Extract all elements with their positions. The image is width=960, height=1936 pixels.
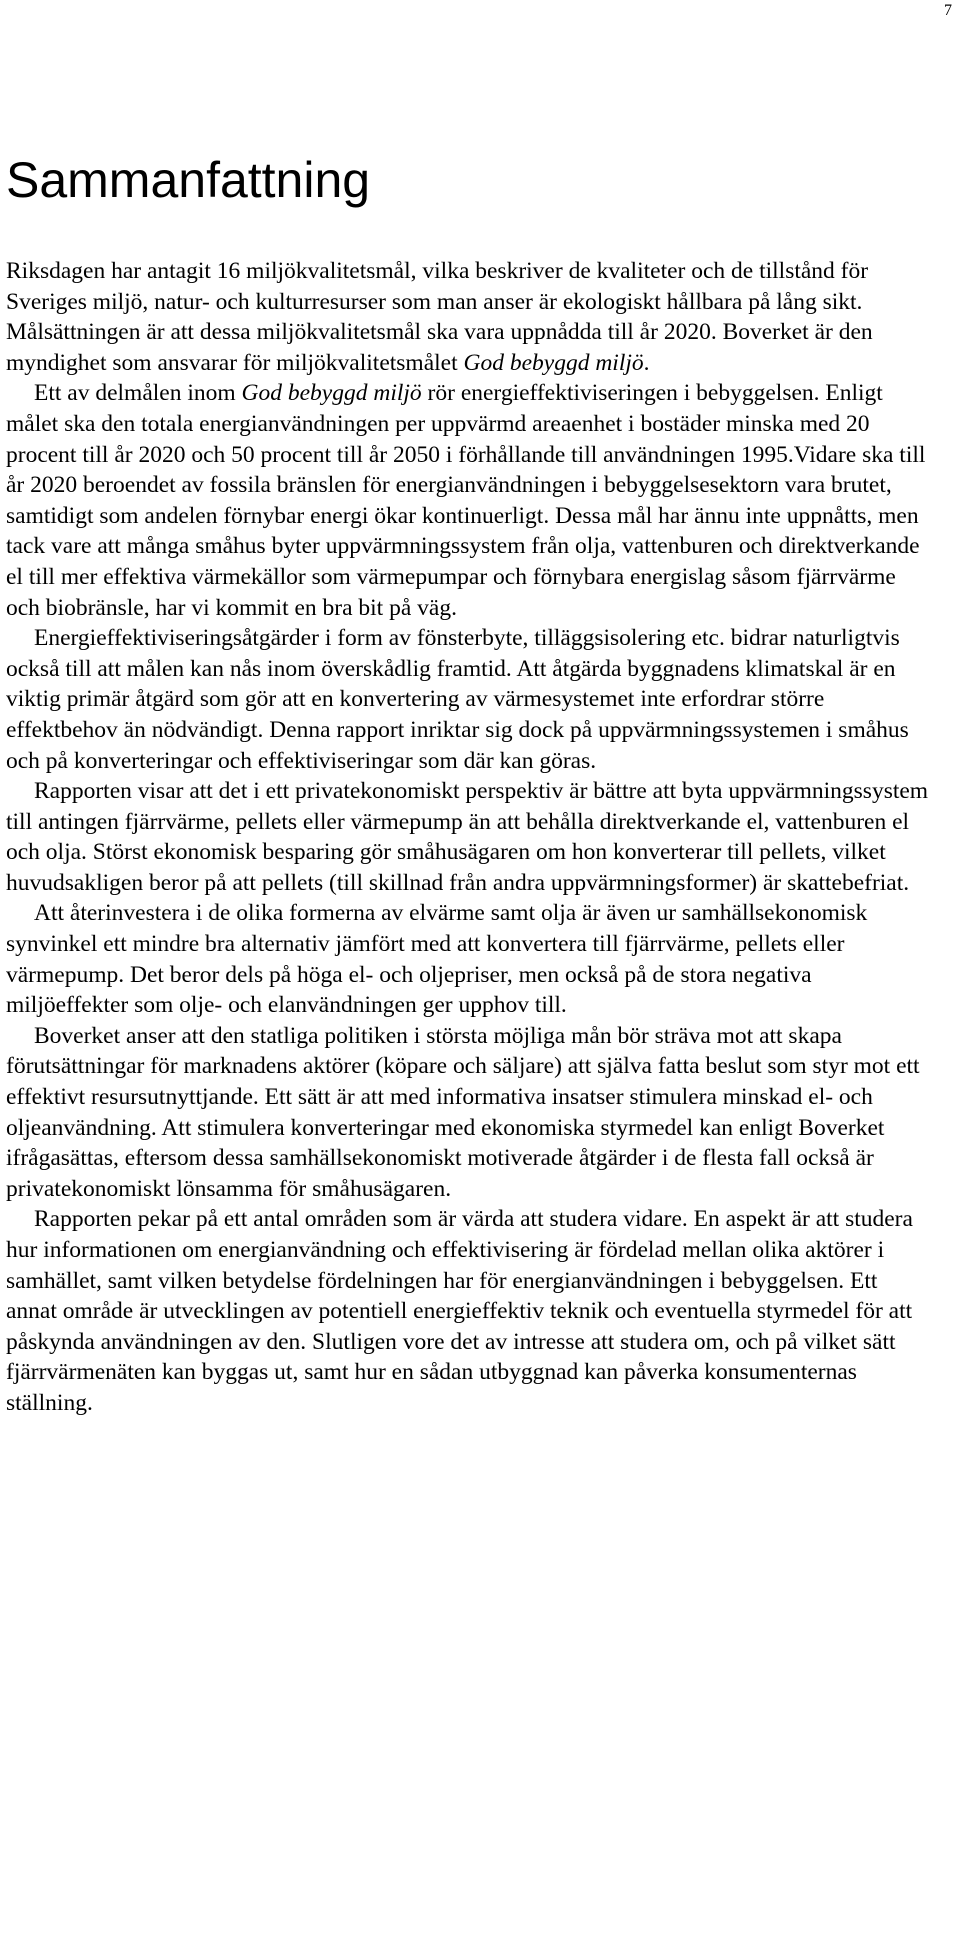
paragraph-5: Att återinvestera i de olika formerna av elvärme samt olja är även ur samhällsekonomisk synvinkel ett mindre bra alternativ jämfört med att konvertera till fjärrvärme, pellets eller värmepump. Det beror dels på höga el- och oljepriser, men också på de stora negativa miljöeffekter som olje- och elanvändningen ger upphov till. — [6, 900, 868, 1019]
paragraph-1-italic-term: God bebyggd miljö — [463, 349, 644, 376]
paragraph-3: Energieffektiviseringsåtgärder i form av fönsterbyte, tilläggsisolering etc. bidrar naturligtvis också till att målen kan nås inom överskådlig framtid. Att åtgärda byggnadens klimatskal är en viktig primär åtgärd som gör att en konvertering av värmesystemet inte erfordrar större effektbehov än nödvändigt. Denna rapport inriktar sig dock på uppvärmningssystemen i småhus och på konverteringar och effektiviseringar som där kan göras. — [6, 625, 909, 774]
paragraph-2-italic-term: God bebyggd miljö — [241, 380, 422, 407]
paragraph-1-end: . — [643, 349, 650, 376]
paragraph-1-text: Riksdagen har antagit 16 miljökvalitetsmål, vilka beskriver de kvaliteter och de tillstånd för Sveriges miljö, natur- och kulturresurser som man anser är ekologiskt hållbara på lång sikt. Målsättningen är att dessa miljökvalitetsmål ska vara uppnådda till år 2020. Boverket är den myndighet som ansvarar för miljökvalitetsmålet — [6, 258, 873, 376]
body-text — [6, 256, 930, 1419]
page-title: Sammanfattning — [6, 152, 371, 208]
page-number: 7 — [944, 2, 952, 19]
paragraph-2-text: Ett av delmålen inom — [34, 380, 242, 407]
paragraph-7: Rapporten pekar på ett antal områden som är värda att studera vidare. En aspekt är att studera hur informationen om energianvändning och effektivisering är fördelad mellan olika aktörer i samhället, samt vilken betydelse fördelningen har för energianvändningen i bebyggelsen. Ett annat område är utvecklingen av potentiell energieffektiv teknik och eventuella styrmedel för att påskynda användningen av den. Slutligen vore det av intresse att studera om, och på vilket sätt fjärrvärmenäten kan byggas ut, samt hur en sådan utbyggnad kan påverka konsumenternas ställning. — [6, 1206, 913, 1416]
paragraph-2-rest: rör energieffektiviseringen i bebyggelsen. Enligt målet ska den totala energianvändningen per uppvärmd areaenhet i bostäder minska med 20 procent till år 2020 och 50 procent till år 2050 i förhållande till användningen 1995.Vidare ska till år 2020 beroendet av fossila bränslen för energianvändningen i bebyggelsesektorn vara brutet, samtidigt som andelen förnybar energi ökar kontinuerligt. Dessa mål har ännu inte uppnåtts, men tack vare att många småhus byter uppvärmningssystem från olja, vattenburen och direktverkande el till mer effektiva värmekällor som värmepumpar och förnybara energislag såsom fjärrvärme och biobränsle, har vi kommit en bra bit på väg. — [6, 380, 926, 621]
paragraph-4: Rapporten visar att det i ett privatekonomiskt perspektiv är bättre att byta uppvärmningssystem till antingen fjärrvärme, pellets eller värmepump än att behålla direktverkande el, vattenburen el och olja. Störst ekonomisk besparing gör småhusägaren om hon konverterar till pellets, vilket huvudsakligen beror på att pellets (till skillnad från andra uppvärmningsformer) är skattebefriat. — [6, 778, 929, 896]
paragraph-6: Boverket anser att den statliga politiken i största möjliga mån bör sträva mot att skapa förutsättningar för marknadens aktörer (köpare och säljare) att själva fatta beslut som styr mot ett effektivt resursutnyttjande. Ett sätt är att med informativa insatser stimulera minskad el- och oljeanvändning. Att stimulera konverteringar med ekonomiska styrmedel kan enligt Boverket ifrågasättas, eftersom dessa samhällsekonomiskt motiverade åtgärder i de flesta fall också är privatekonomiskt lönsamma för småhusägaren. — [6, 1022, 920, 1202]
paragraph-1 — [6, 256, 930, 378]
paragraph-2 — [6, 378, 930, 623]
